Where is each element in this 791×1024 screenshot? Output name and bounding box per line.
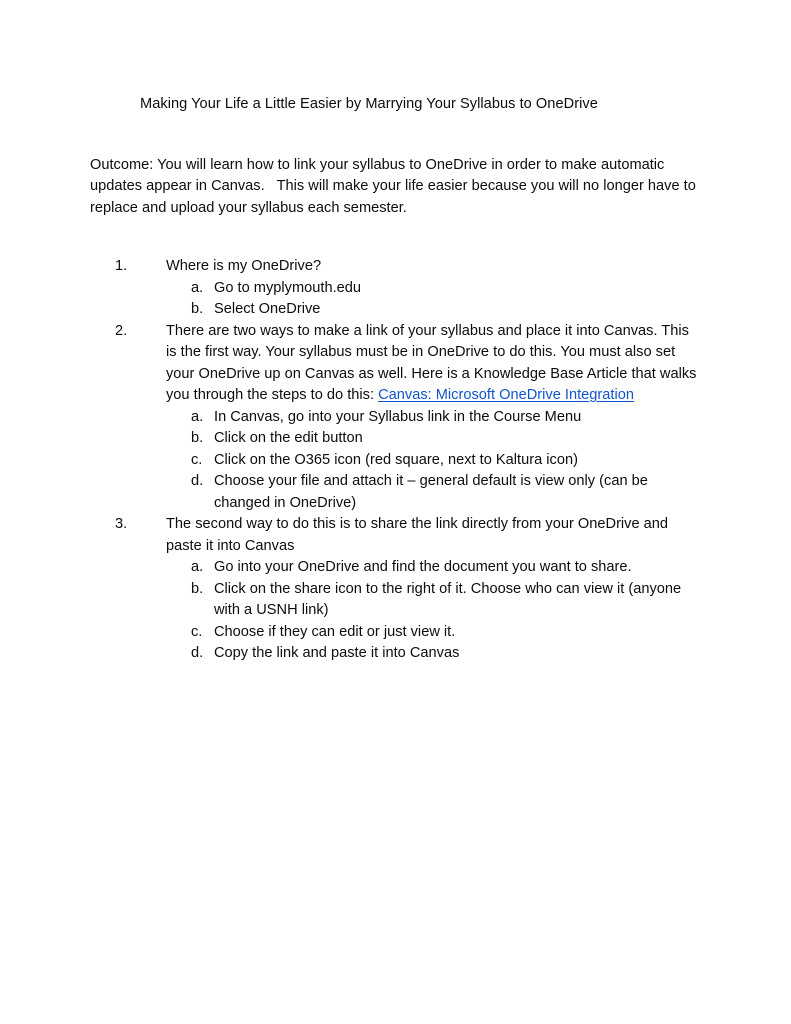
list-marker: 1. [115, 258, 128, 274]
list-marker: b. [191, 430, 204, 446]
list-item [191, 557, 699, 579]
list-item [115, 321, 699, 515]
list-item-text: Click on the share icon to the right of it. Choose who can view it (anyone with a USNH link) [214, 580, 682, 618]
list-item-text: In Canvas, go into your Syllabus link in the Course Menu [214, 408, 582, 425]
list-item-text: Select OneDrive [214, 301, 321, 317]
list-marker: b. [191, 301, 204, 317]
list-item [115, 256, 699, 321]
list-marker: 2. [115, 322, 128, 339]
list-item [191, 407, 699, 429]
list-item-text: Go to myplymouth.edu [214, 279, 362, 296]
list-item [191, 278, 699, 300]
list-item [191, 450, 699, 472]
list-marker: b. [191, 580, 204, 597]
list-item [191, 579, 699, 622]
sub-list [166, 557, 699, 665]
list-item [191, 622, 699, 644]
list-item [115, 514, 699, 665]
list-item-text: Choose your file and attach it – general default is view only (can be changed in OneDrive) [214, 473, 648, 511]
list-marker: c. [191, 623, 203, 640]
list-marker: d. [191, 473, 204, 489]
intro-paragraph: Outcome: You will learn how to link your syllabus to OneDrive in order to make automatic updates appear in Canvas. This will make your life easier because you will no longer have to replace and upload your syllabus each semester. [90, 156, 700, 216]
list-item-text: Choose if they can edit or just view it. [214, 623, 456, 640]
list-item-body: There are two ways to make a link of your syllabus and place it into Canvas. This is the first way. Your syllabus must be in OneDrive to do this. You must also set your OneDrive up on Canvas as well. Here is a Knowledge Base Article that walks you through the steps to do this: [166, 322, 697, 403]
list-item-text: Click on the edit button [214, 430, 363, 446]
list-item-text: Where is my OneDrive? [166, 258, 322, 274]
knowledge-base-article-link[interactable]: Canvas: Microsoft OneDrive Integration [378, 387, 634, 403]
list-marker: a. [191, 559, 204, 575]
list-marker: d. [191, 645, 204, 661]
list-item-text: The second way to do this is to share the link directly from your OneDrive and paste it into Canvas [166, 516, 669, 554]
list-item-text [166, 321, 699, 407]
page-title: Making Your Life a Little Easier by Marrying Your Syllabus to OneDrive [140, 96, 598, 112]
list-item-text: Copy the link and paste it into Canvas [214, 645, 460, 661]
sub-list [166, 278, 699, 321]
list-marker: 3. [115, 516, 128, 532]
list-marker: c. [191, 451, 203, 468]
instruction-list [90, 219, 699, 665]
sub-list [166, 407, 699, 515]
list-marker: a. [191, 279, 204, 296]
list-item [191, 643, 699, 665]
list-marker: a. [191, 408, 204, 425]
list-item [191, 299, 699, 321]
list-item-text: Go into your OneDrive and find the document you want to share. [214, 559, 632, 575]
list-item [191, 428, 699, 450]
list-item-text: Click on the O365 icon (red square, next to Kaltura icon) [214, 451, 578, 468]
document-body [90, 0, 699, 665]
list-item [191, 471, 699, 514]
